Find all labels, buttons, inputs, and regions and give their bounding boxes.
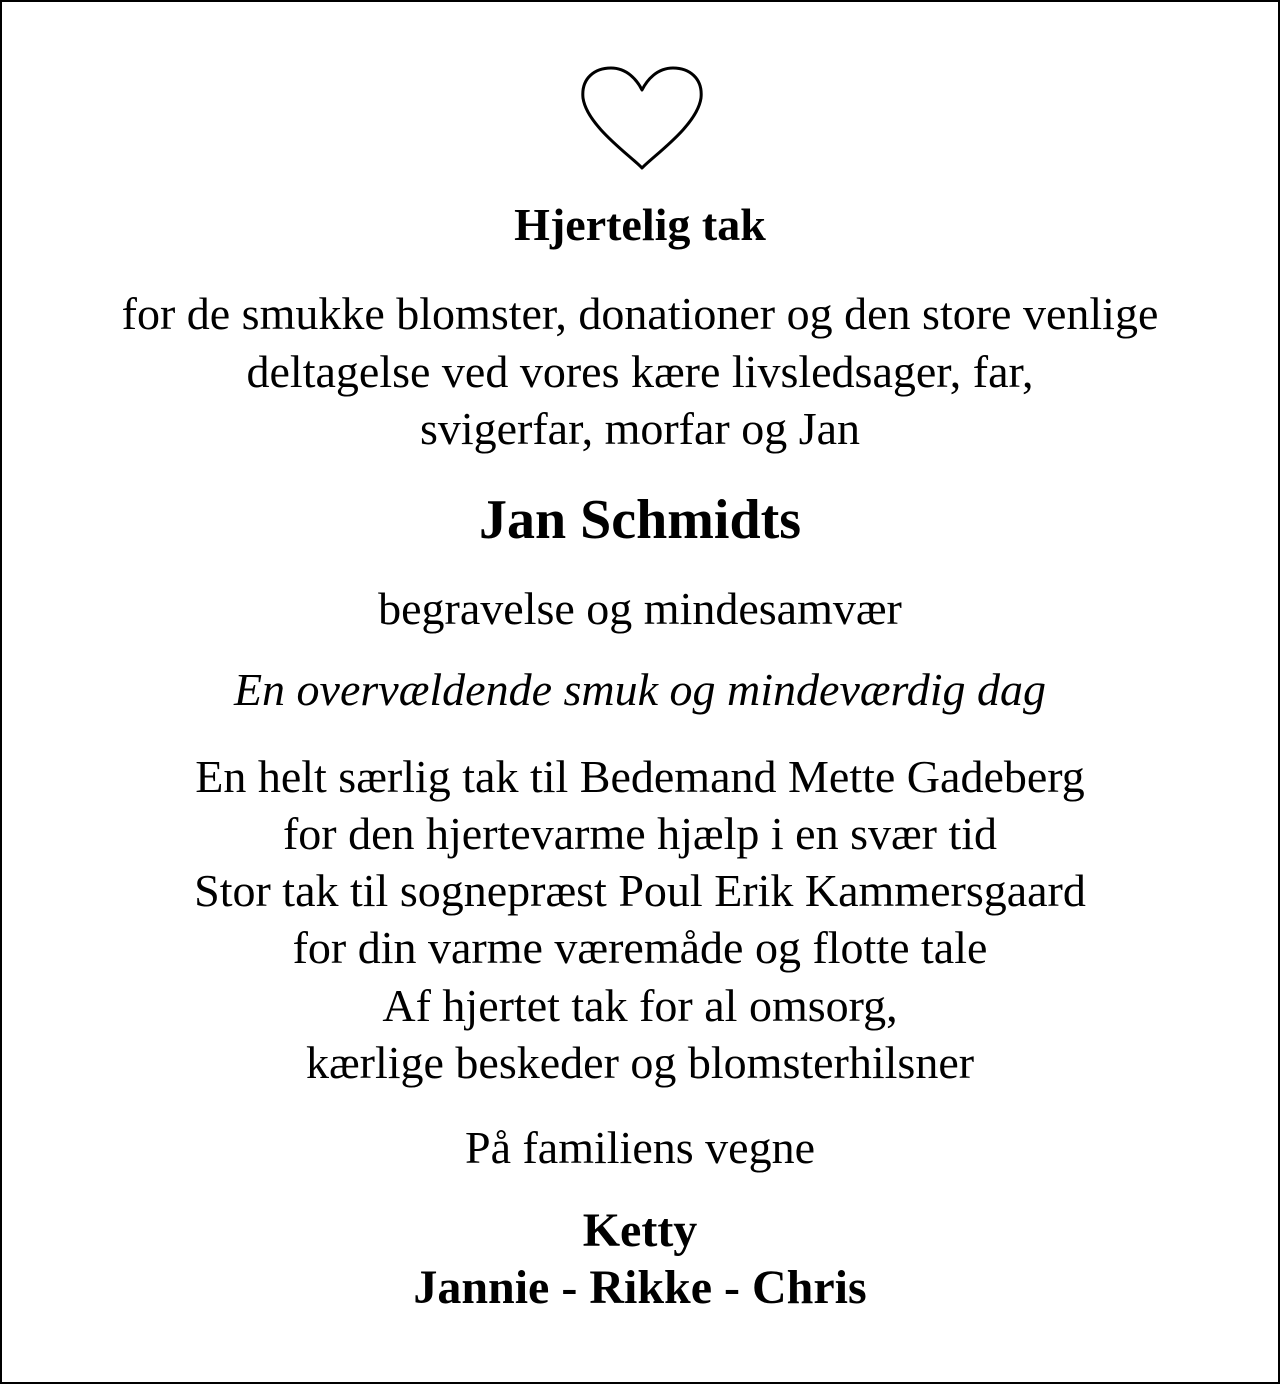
deceased-name: Jan Schmidts bbox=[478, 489, 802, 551]
italic-tribute-line: En overvældende smuk og mindeværdig dag bbox=[233, 664, 1047, 715]
thanks-line: En helt særlig tak til Bedemand Mette Gadeberg bbox=[195, 751, 1085, 802]
heart-icon bbox=[579, 64, 705, 174]
signature-line: Jannie - Rikke - Chris bbox=[413, 1261, 867, 1314]
thanks-line: Stor tak til sognepræst Poul Erik Kammersgaard bbox=[194, 865, 1086, 916]
thanks-line: kærlige beskeder og blomsterhilsner bbox=[305, 1037, 975, 1088]
thanks-line: for din varme væremåde og flotte tale bbox=[292, 922, 988, 973]
thanks-line: Af hjertet tak for al omsorg, bbox=[382, 980, 898, 1031]
thanks-line: for den hjertevarme hjælp i en svær tid bbox=[282, 808, 998, 859]
intro-line: for de smukke blomster, donationer og den store venlige bbox=[121, 288, 1159, 339]
ceremony-line: begravelse og mindesamvær bbox=[378, 583, 902, 634]
signature-line: Ketty bbox=[582, 1204, 698, 1257]
intro-line: svigerfar, morfar og Jan bbox=[419, 403, 861, 454]
intro-line: deltagelse ved vores kære livsledsager, far, bbox=[246, 346, 1034, 397]
on-behalf-line: På familiens vegne bbox=[464, 1122, 815, 1173]
notice-heading: Hjertelig tak bbox=[514, 199, 766, 250]
